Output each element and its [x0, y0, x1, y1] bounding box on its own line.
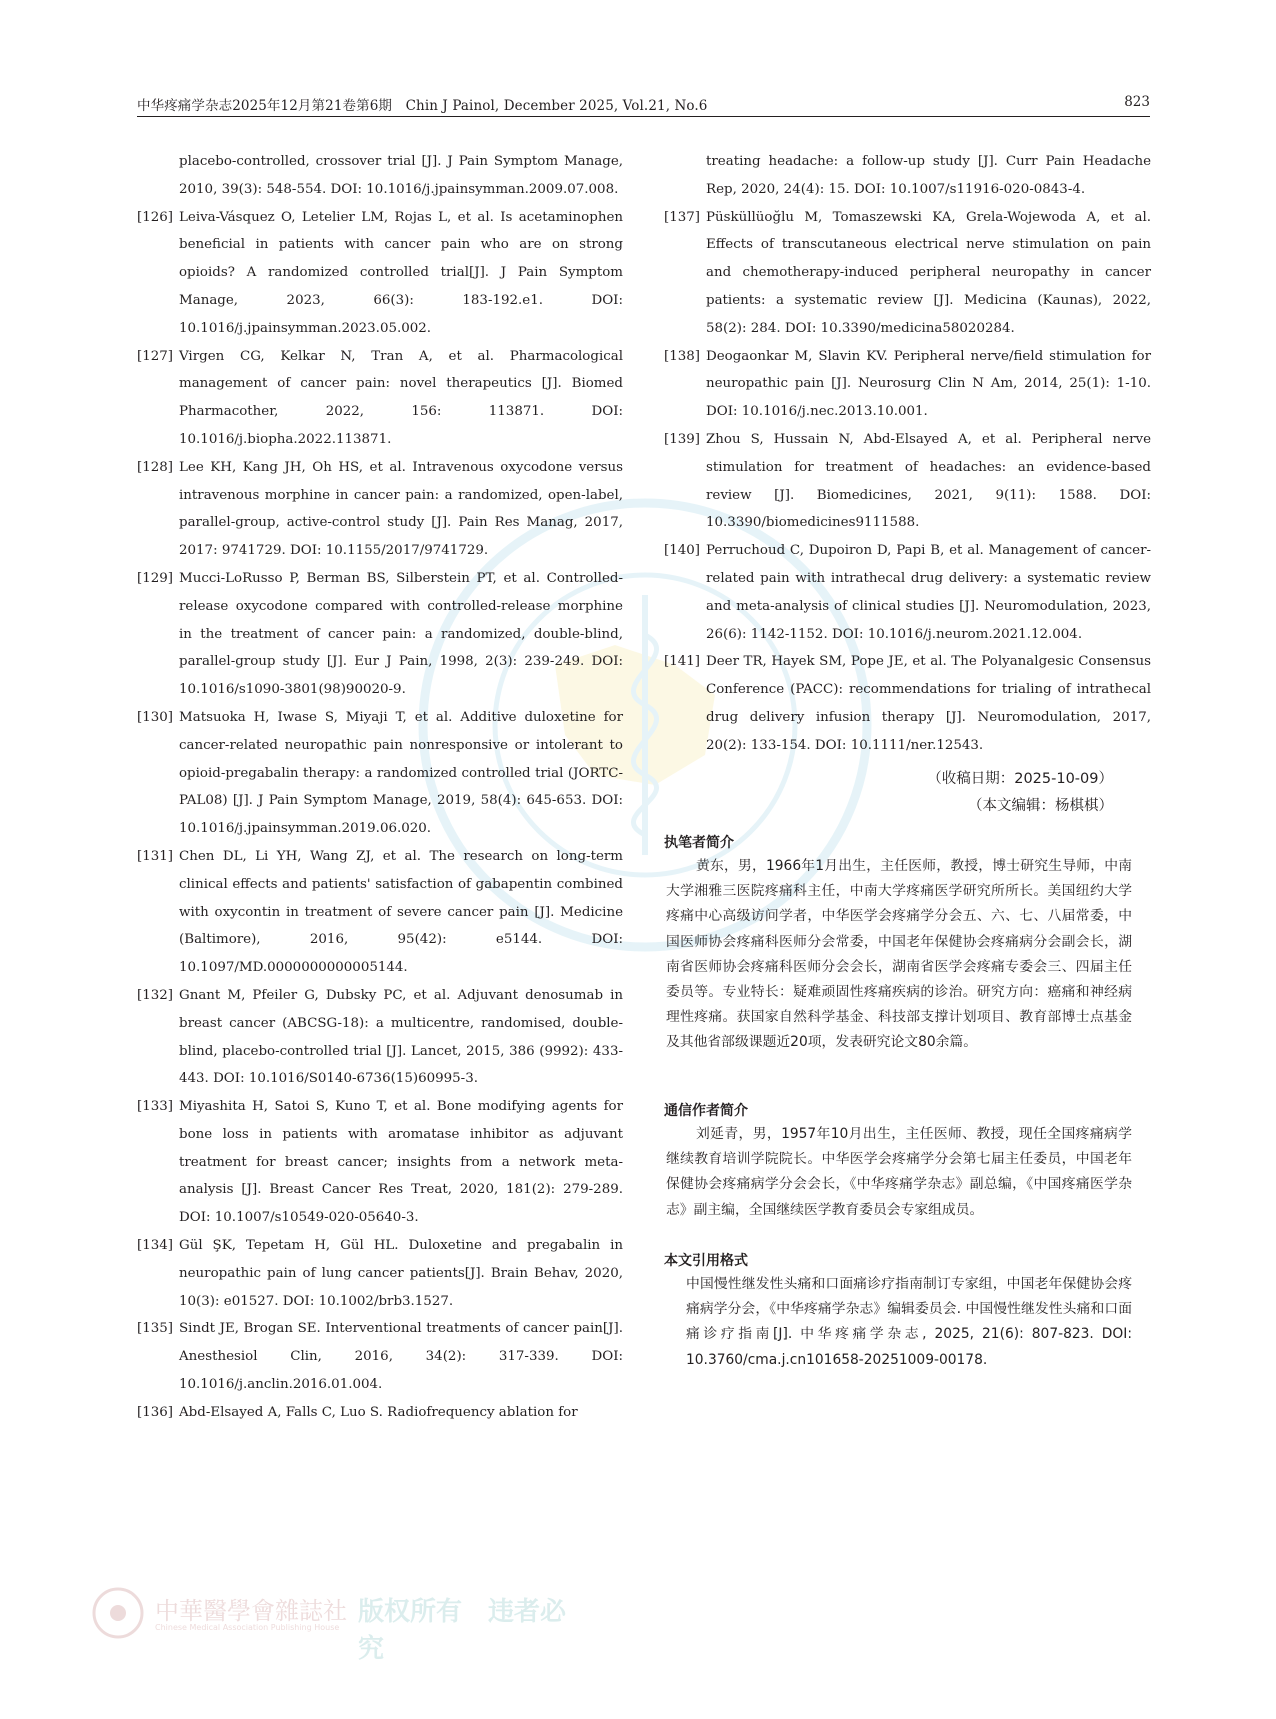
corresponding-author-heading: 通信作者简介 — [664, 1103, 748, 1119]
citation-text: 中国慢性继发性头痛和口面痛诊疗指南制订专家组，中国老年保健协会疼痛病学分会，《中华疼痛学杂志》编辑委员会. 中国慢性继发性头痛和口面痛诊疗指南[J]. 中华疼痛学杂志, 2025, 21(6): 807-823. DOI: 10.3760/cma.j.cn101658-20251009-00178. — [686, 1276, 1132, 1368]
received-date: （收稿日期：2025-10-09） — [927, 770, 1113, 787]
reference-item: [135] Sindt JE, Brogan SE. Interventional treatments of cancer pain[J]. Anesthesiol Clin, 2016, 34(2): 317-339. DOI: 10.1016/j.anclin.2016.01.004. — [137, 1321, 623, 1393]
references-right-column — [664, 148, 1151, 820]
reference-item: [139] Zhou S, Hussain N, Abd-Elsayed A, et al. Peripheral nerve stimulation for treatment of headaches: an evidence-based review [J]. Biomedicines, 2021, 9(11): 1588. DOI: 10.3390/biomedicines9111588. — [664, 431, 1151, 531]
reference-item: [131] Chen DL, Li YH, Wang ZJ, et al. The research on long-term clinical effects and patients' satisfaction of gabapentin combined with oxycontin in treatment of severe cancer pain [J]. Medicine (Baltimore), 2016, 95(42): e5144. DOI: 10.1097/MD.0000000000005144. — [137, 848, 623, 976]
reference-item: [126] Leiva-Vásquez O, Letelier LM, Rojas L, et al. Is acetaminophen beneficial in patients with cancer pain who are on strong opioids? A randomized controlled trial[J]. J Pain Symptom Manage, 2023, 66(3): 183-192.e1. DOI: 10.1016/j.jpainsymman.2023.05.002. — [137, 209, 623, 336]
reference-item: treating headache: a follow-up study [J]. Curr Pain Headache Rep, 2020, 24(4): 15. DOI: 10.1007/s11916-020-0843-4. — [706, 154, 1151, 197]
copyright-notice: 版权所有 违者必究 — [358, 1597, 567, 1664]
reference-item: [128] Lee KH, Kang JH, Oh HS, et al. Intravenous oxycodone versus intravenous morphine in cancer pain: a randomized, open-label, parallel-group, active-control study [J]. Pain Res Manag, 2017, 2017: 9741729. DOI: 10.1155/2017/9741729. — [137, 459, 623, 559]
journal-info: 中华疼痛学杂志2025年12月第21卷第6期 Chin J Painol, December 2025, Vol.21, No.6 — [137, 98, 708, 114]
reference-item: [134] Gül ŞK, Tepetam H, Gül HL. Duloxetine and pregabalin in neuropathic pain of lung cancer patients[J]. Brain Behav, 2020, 10(3): e01527. DOI: 10.1002/brb3.1527. — [137, 1238, 623, 1309]
reference-item: [129] Mucci-LoRusso P, Berman BS, Silberstein PT, et al. Controlled-release oxycodone compared with controlled-release morphine in the treatment of cancer pain: a randomized, double-blind, parallel-group study [J]. Eur J Pain, 1998, 2(3): 239-249. DOI: 10.1016/s1090-3801(98)90020-9. — [137, 570, 623, 698]
corresponding-author-bio — [664, 1100, 1132, 1223]
publisher-name-en: Chinese Medical Association Publishing House — [155, 1623, 340, 1632]
reference-item: [132] Gnant M, Pfeiler G, Dubsky PC, et al. Adjuvant denosumab in breast cancer (ABCSG-18): a multicentre, randomised, double-blind, placebo-controlled trial [J]. Lancet, 2015, 386 (9992): 433-443. DOI: 10.1016/S0140-6736(15)60995-3. — [137, 987, 623, 1087]
corresponding-author-text: 刘延青，男，1957年10月出生，主任医师、教授，现任全国疼痛病学继续教育培训学院院长。中华医学会疼痛学分会第七届主任委员，中国老年保健协会疼痛病学分会会长，《中华疼痛学杂志》副总编，《中国疼痛医学杂志》副主编，全国继续医学教育委员会专家组成员。 — [666, 1126, 1132, 1218]
reference-item: [136] Abd-Elsayed A, Falls C, Luo S. Radiofrequency ablation for — [137, 1404, 578, 1420]
reference-item: [140] Perruchoud C, Dupoiron D, Papi B, et al. Management of cancer-related pain with intrathecal drug delivery: a systematic review and meta-analysis of clinical studies [J]. Neuromodulation, 2023, 26(6): 1142-1152. DOI: 10.1016/j.neurom.2021.12.004. — [664, 543, 1151, 642]
reference-item: [138] Deogaonkar M, Slavin KV. Peripheral nerve/field stimulation for neuropathic pain [J]. Neurosurg Clin N Am, 2014, 25(1): 1-10. DOI: 10.1016/j.nec.2013.10.001. — [664, 348, 1151, 420]
reference-item: [130] Matsuoka H, Iwase S, Miyaji T, et al. Additive duloxetine for cancer-related neuropathic pain nonresponsive or intolerant to opioid-pregabalin therapy: a randomized controlled trial (JORTC-PAL08) [J]. J Pain Symptom Manage, 2019, 58(4): 645-653. DOI: 10.1016/j.jpainsymman.2019.06.020. — [137, 709, 623, 837]
first-author-heading: 执笔者简介 — [664, 835, 734, 851]
citation-heading: 本文引用格式 — [664, 1253, 748, 1269]
reference-item: [133] Miyashita H, Satoi S, Kuno T, et al. Bone modifying agents for bone loss in patients with aromatase inhibitor as adjuvant treatment for breast cancer; insights from a network meta-analysis [J]. Breast Cancer Res Treat, 2020, 181(2): 279-289. DOI: 10.1007/s10549-020-05640-3. — [137, 1099, 623, 1226]
reference-item: placebo-controlled, crossover trial [J]. J Pain Symptom Manage, 2010, 39(3): 548-554. DOI: 10.1016/j.jpainsymman.2009.07.008. — [179, 154, 623, 197]
reference-item: [127] Virgen CG, Kelkar N, Tran A, et al. Pharmacological management of cancer pain: novel therapeutics [J]. Biomed Pharmacother, 2022, 156: 113871. DOI: 10.1016/j.biopha.2022.113871. — [137, 348, 623, 447]
running-header — [137, 92, 1150, 117]
page-number: 823 — [1124, 94, 1150, 110]
references-left-column — [137, 148, 623, 1427]
publisher-name: 中華醫學會雜誌社 — [155, 1597, 347, 1625]
editor-credit: （本文编辑：杨棋棋） — [968, 797, 1113, 814]
publisher-flower-icon — [90, 1585, 146, 1641]
citation-format — [664, 1250, 1132, 1373]
reference-item: [137] Püsküllüoğlu M, Tomaszewski KA, Grela-Wojewoda A, et al. Effects of transcutaneous electrical nerve stimulation on pain and chemotherapy-induced peripheral neuropathy in cancer patients: a systematic review [J]. Medicina (Kaunas), 2022, 58(2): 284. DOI: 10.3390/medicina58020284. — [664, 209, 1151, 336]
first-author-bio — [664, 832, 1132, 1056]
publisher-footer-logo — [90, 1585, 590, 1664]
first-author-text: 黄东，男，1966年1月出生，主任医师，教授，博士研究生导师，中南大学湘雅三医院疼痛科主任，中南大学疼痛医学研究所所长。美国纽约大学疼痛中心高级访问学者，中华医学会疼痛学分会五、六、七、八届常委，中国医师协会疼痛科医师分会常委，中国老年保健协会疼痛病分会副会长，湖南省医师协会疼痛科医师分会会长，湖南省医学会疼痛专委会三、四届主任委员等。专业特长：疑难顽固性疼痛疾病的诊治。研究方向：癌痛和神经病理性疼痛。获国家自然科学基金、科技部支撑计划项目、教育部博士点基金及其他省部级课题近20项，发表研究论文80余篇。 — [666, 858, 1132, 1051]
reference-item: [141] Deer TR, Hayek SM, Pope JE, et al. The Polyanalgesic Consensus Conference (PACC): recommendations for trialing of intrathecal drug delivery infusion therapy [J]. Neuromodulation, 2017, 20(2): 133-154. DOI: 10.1111/ner.12543. — [664, 654, 1151, 753]
